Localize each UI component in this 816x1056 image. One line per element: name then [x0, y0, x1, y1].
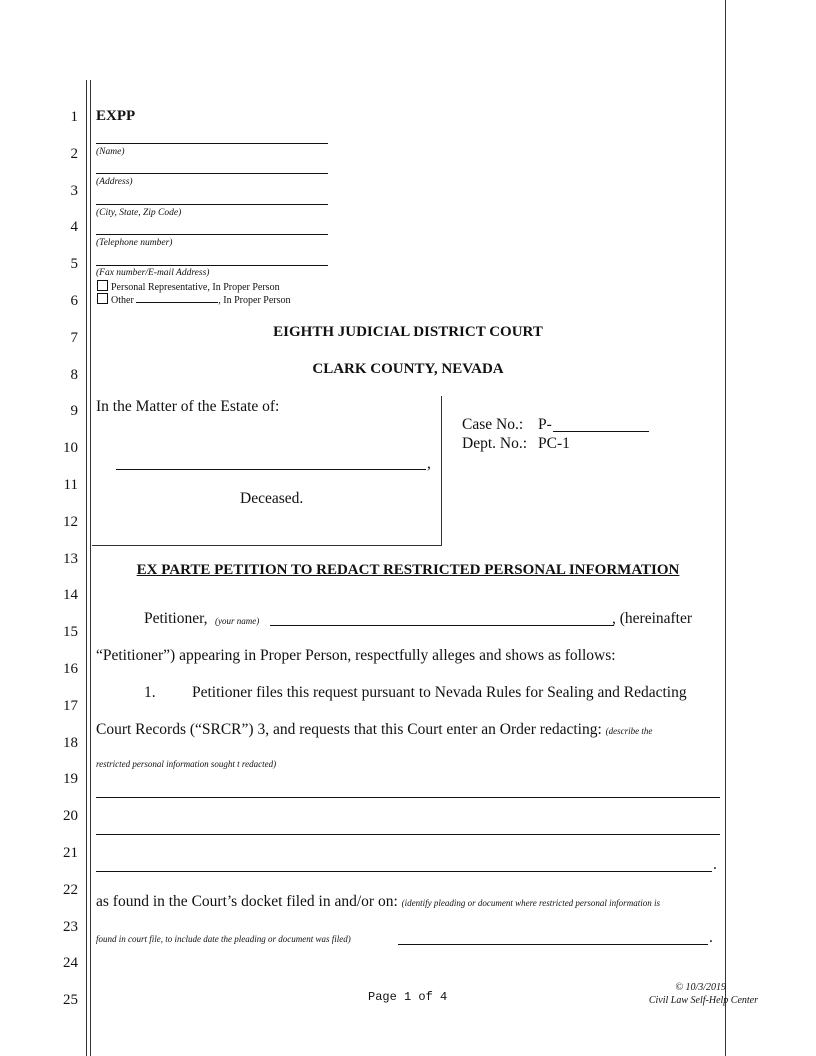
line-number: 17: [63, 698, 78, 714]
right-margin-rule: [725, 0, 726, 1056]
line-number: 23: [63, 919, 78, 935]
document-line-period: .: [709, 929, 713, 946]
city-caption: (City, State, Zip Code): [96, 208, 182, 218]
line-number: 25: [63, 992, 78, 1008]
deceased-label: Deceased.: [240, 490, 304, 507]
redaction-line-period: .: [713, 856, 717, 873]
fax-field-line[interactable]: [96, 265, 328, 266]
case-no-field-line[interactable]: [553, 431, 649, 432]
redaction-description-line-3[interactable]: [96, 871, 712, 872]
line-number: 20: [63, 808, 78, 824]
form-code: EXPP: [96, 108, 136, 124]
copyright-date: © 10/3/2019: [675, 982, 726, 993]
decedent-name-line[interactable]: [116, 469, 426, 470]
found-hint-b: found in court file, to include date the pleading or document was filed): [96, 934, 351, 944]
caption-divider-vertical: [441, 396, 442, 545]
dept-no-label: Dept. No.:: [462, 435, 528, 452]
line-number: 2: [70, 146, 78, 162]
item1-hint-a: (describe the: [605, 726, 653, 736]
case-no-value: P-: [538, 416, 552, 433]
phone-caption: (Telephone number): [96, 238, 173, 248]
personal-rep-label: Personal Representative, In Proper Person: [111, 282, 280, 293]
option-personal-representative: [97, 280, 280, 293]
line-number: 8: [70, 367, 78, 383]
line-number: 14: [63, 587, 78, 603]
city-field-line[interactable]: [96, 204, 328, 205]
caption-divider-horizontal: [92, 545, 442, 546]
left-margin-rule-outer: [86, 80, 87, 1056]
left-margin-rule-inner: [90, 80, 91, 1056]
petitioner-name-line[interactable]: [270, 625, 614, 626]
self-help-center: Civil Law Self-Help Center: [648, 995, 758, 1006]
item1-number: 1.: [144, 684, 156, 701]
address-field-line[interactable]: [96, 173, 328, 174]
item1-line1: Petitioner files this request pursuant to Nevada Rules for Sealing and Redacting: [192, 684, 687, 701]
line-number: 4: [70, 219, 78, 235]
line-number: 1: [70, 109, 78, 125]
line-number: 13: [63, 551, 78, 567]
line-number: 7: [70, 330, 78, 346]
line-number: 21: [63, 845, 78, 861]
petitioner-definition: “Petitioner”) appearing in Proper Person, respectfully alleges and shows as follows:: [96, 647, 616, 664]
court-county: CLARK COUNTY, NEVADA: [312, 361, 504, 377]
item1-hint-b: restricted personal information sought t redacted): [96, 759, 277, 769]
line-number: 16: [63, 661, 78, 677]
item1-line2: [96, 721, 652, 739]
line-number: 24: [63, 955, 78, 971]
line-number: 12: [63, 514, 78, 530]
petitioner-intro: Petitioner,: [144, 610, 208, 627]
other-checkbox[interactable]: [97, 293, 108, 304]
found-in-label: as found in the Court’s docket filed in and/or on:: [96, 893, 402, 910]
other-suffix: , In Proper Person: [218, 295, 291, 306]
case-no-label: Case No.:: [462, 416, 524, 433]
page-number: Page 1 of 4: [368, 990, 448, 1004]
line-number: 22: [63, 882, 78, 898]
address-caption: (Address): [96, 177, 133, 187]
fax-caption: (Fax number/E-mail Address): [96, 268, 210, 278]
line-number: 6: [70, 293, 78, 309]
option-other: [97, 293, 291, 306]
line-number: 11: [63, 477, 78, 493]
other-field-line[interactable]: [136, 294, 218, 303]
line-number: 19: [63, 771, 78, 787]
hereinafter-text: , (hereinafter: [612, 610, 693, 627]
found-in-text: [96, 893, 660, 911]
item1-line2-text: Court Records (“SRCR”) 3, and requests that this Court enter an Order redacting:: [96, 721, 606, 738]
line-number: 9: [70, 403, 78, 419]
line-number: 15: [63, 624, 78, 640]
line-number: 18: [63, 735, 78, 751]
found-hint-a: (identify pleading or document where restricted personal information is: [401, 898, 660, 908]
court-name: EIGHTH JUDICIAL DISTRICT COURT: [273, 324, 543, 340]
petition-title: EX PARTE PETITION TO REDACT RESTRICTED PERSONAL INFORMATION: [136, 562, 680, 578]
dept-no-value: PC-1: [538, 435, 570, 452]
matter-label: In the Matter of the Estate of:: [96, 398, 280, 415]
decedent-comma: ,: [427, 455, 431, 472]
phone-field-line[interactable]: [96, 234, 328, 235]
name-caption: (Name): [96, 147, 125, 157]
name-field-line[interactable]: [96, 143, 328, 144]
line-number: 10: [63, 440, 78, 456]
other-label: Other: [111, 295, 137, 306]
redaction-description-line-1[interactable]: [96, 797, 720, 798]
petitioner-name-hint: (your name): [215, 616, 260, 626]
redaction-description-line-2[interactable]: [96, 834, 720, 835]
line-number: 5: [70, 256, 78, 272]
line-number: 3: [70, 183, 78, 199]
personal-rep-checkbox[interactable]: [97, 280, 108, 291]
document-identification-line[interactable]: [398, 944, 708, 945]
